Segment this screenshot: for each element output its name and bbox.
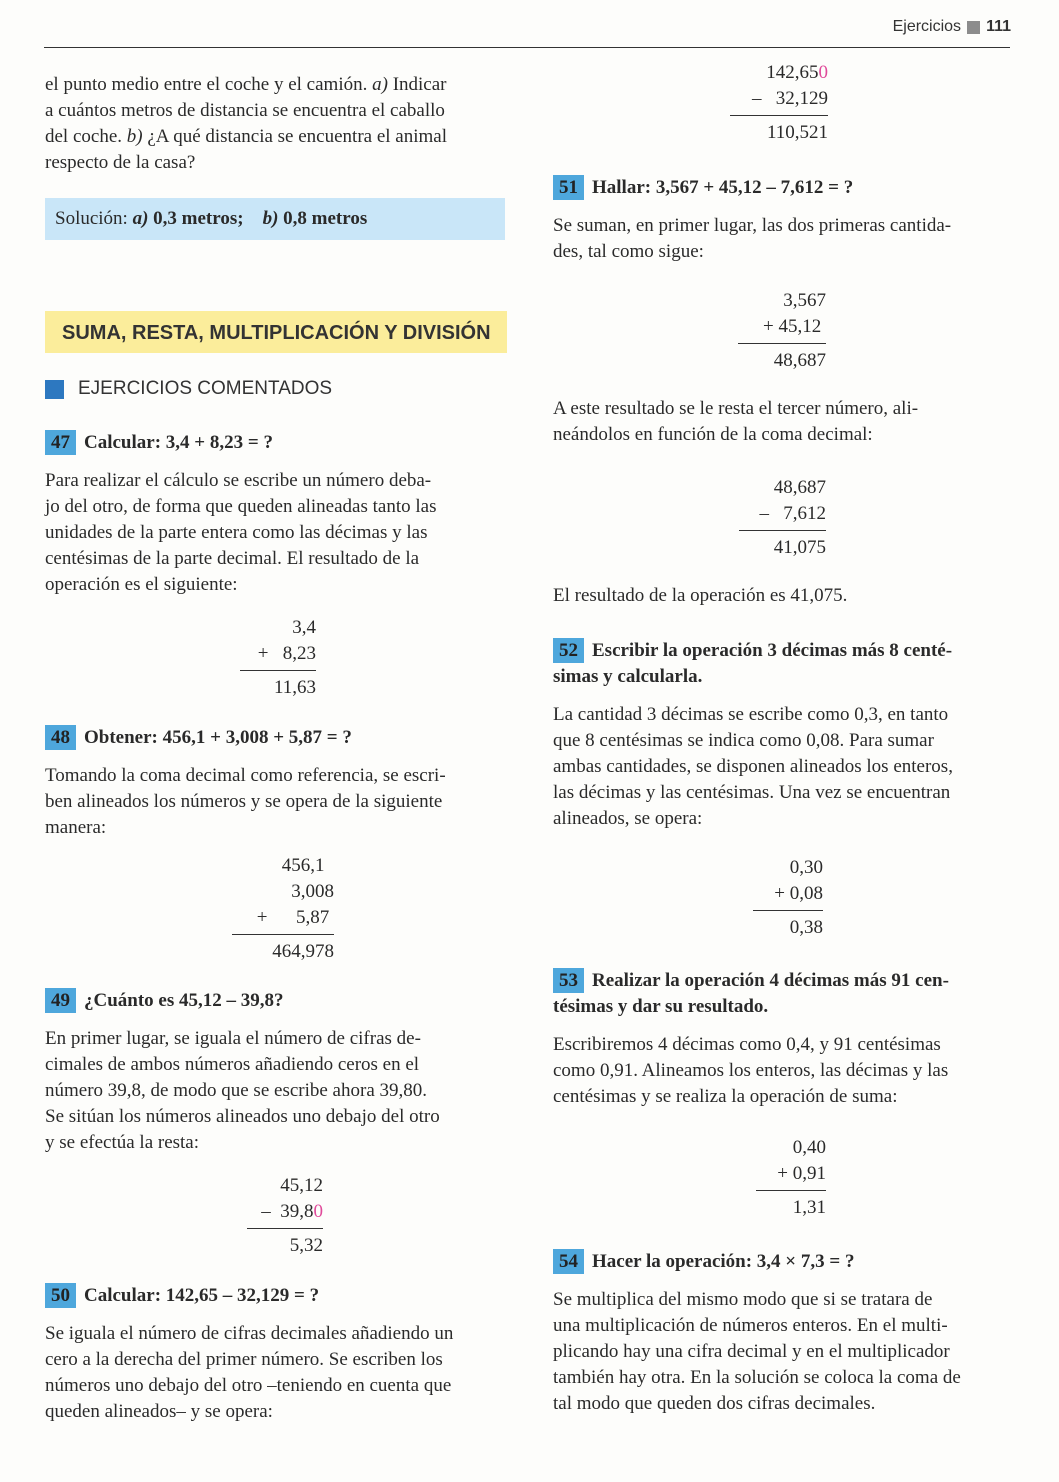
exercise-title: Hacer la operación: 3,4 × 7,3 = ? xyxy=(592,1251,855,1272)
header-section: Ejercicios xyxy=(892,18,962,35)
header-square-icon xyxy=(967,21,980,34)
operation-51a: 3,567 + 45,12 48,687 xyxy=(738,288,826,374)
operation-50: 142,650 – 32,129 110,521 xyxy=(730,60,828,146)
exercise-53: 53 Realizar la operación 4 décimas más 91 cen- tésimas y dar su resultado. Escribiremos 4 décimas como 0,4, y 91 centésimas como 0,91. Alineamos los enteros, las décimas y las centésimas y se realiza la operación de suma: xyxy=(553,970,949,1107)
operation-48: 456,1 3,008 + 5,87 464,978 xyxy=(232,853,334,965)
operation-rule xyxy=(730,115,828,116)
operation-rule xyxy=(240,670,316,671)
operation-rule xyxy=(739,530,826,531)
intro-text: el punto medio entre el coche y el camión. a) Indicar a cuántos metros de distancia se encuentra el caballo del coche. b) ¿A qué distancia se encuentra el animal respecto de la casa? xyxy=(45,74,447,173)
exercise-title: Hallar: 3,567 + 45,12 – 7,612 = ? xyxy=(592,177,854,198)
exercise-52: 52 Escribir la operación 3 décimas más 8 centé- simas y calcularla. La cantidad 3 décimas se escribe como 0,3, en tanto que 8 centésimas se indica como 0,08. Para sumar ambas cantidades, se disponen alineados los enteros, las décimas y las centésimas. Una vez se encuentran alineados, se opera: xyxy=(553,640,953,829)
section-title: SUMA, RESTA, MULTIPLICACIÓN Y DIVISIÓN xyxy=(45,311,507,353)
exercise-49: 49 ¿Cuánto es 45,12 – 39,8? En primer lugar, se iguala el número de cifras de- cimales de ambos números añadiendo ceros en el número 39,8, de modo que se escribe ahora 39,80. Se sitúan los números alineados uno debajo del otro y se efectúa la resta: xyxy=(45,990,440,1153)
subsection-title: EJERCICIOS COMENTADOS xyxy=(45,378,332,400)
exercise-51-text2: A este resultado se le resta el tercer número, ali- neándolos en función de la coma decimal: xyxy=(553,398,919,445)
page-number: 111 xyxy=(986,18,1011,35)
exercise-51: 51 Hallar: 3,567 + 45,12 – 7,612 = ? Se suman, en primer lugar, las dos primeras cantida- des, tal como sigue: xyxy=(553,177,952,262)
exercise-number: 53 xyxy=(553,968,584,993)
page-header xyxy=(893,18,1011,36)
blue-square-icon xyxy=(45,380,64,399)
operation-52: 0,30 + 0,08 0,38 xyxy=(753,855,823,941)
operation-53: 0,40 + 0,91 1,31 xyxy=(756,1135,826,1221)
exercise-48: 48 Obtener: 456,1 + 3,008 + 5,87 = ? Tomando la coma decimal como referencia, se escri- ben alineados los números y se opera de la siguiente manera: xyxy=(45,727,446,838)
exercise-title: Calcular: 3,4 + 8,23 = ? xyxy=(84,432,273,453)
exercise-title: Calcular: 142,65 – 32,129 = ? xyxy=(84,1285,320,1306)
operation-rule xyxy=(738,343,826,344)
exercise-number: 49 xyxy=(45,988,76,1013)
exercise-title: Obtener: 456,1 + 3,008 + 5,87 = ? xyxy=(84,727,352,748)
operation-49: 45,12 – 39,80 5,32 xyxy=(247,1173,323,1259)
operation-51b: 48,687 – 7,612 41,075 xyxy=(739,475,826,561)
exercise-number: 47 xyxy=(45,430,76,455)
operation-47: 3,4 + 8,23 11,63 xyxy=(240,615,316,701)
exercise-number: 48 xyxy=(45,725,76,750)
exercise-50: 50 Calcular: 142,65 – 32,129 = ? Se iguala el número de cifras decimales añadiendo un cero a la derecha del primer número. Se escriben los números uno debajo del otro –teniendo en cuenta que queden alineados– y se opera: xyxy=(45,1285,454,1422)
exercise-47: 47 Calcular: 3,4 + 8,23 = ? Para realizar el cálculo se escribe un número deba- jo del otro, de forma que queden alineadas tanto las unidades de la parte entera como las décimas y las centésimas de la parte decimal. El resultado de la operación es el siguiente: xyxy=(45,432,437,595)
operation-rule xyxy=(232,934,334,935)
header-rule xyxy=(44,47,1010,48)
operation-rule xyxy=(756,1190,826,1191)
exercise-number: 52 xyxy=(553,638,584,663)
exercise-54: 54 Hacer la operación: 3,4 × 7,3 = ? Se multiplica del mismo modo que si se tratara de una multiplicación de números enteros. En el multi- plicando hay una cifra decimal y en el multiplicador también hay otra. En la solución se coloca la coma de tal modo que queden dos cifras decimales. xyxy=(553,1251,961,1414)
exercise-number: 50 xyxy=(45,1283,76,1308)
exercise-title: ¿Cuánto es 45,12 – 39,8? xyxy=(84,990,284,1011)
operation-rule xyxy=(247,1228,323,1229)
operation-rule xyxy=(753,910,823,911)
solution-box: Solución: a) 0,3 metros; b) 0,8 metros xyxy=(45,198,505,240)
exercise-number: 54 xyxy=(553,1249,584,1274)
exercise-number: 51 xyxy=(553,175,584,200)
exercise-51-text3: El resultado de la operación es 41,075. xyxy=(553,585,848,606)
